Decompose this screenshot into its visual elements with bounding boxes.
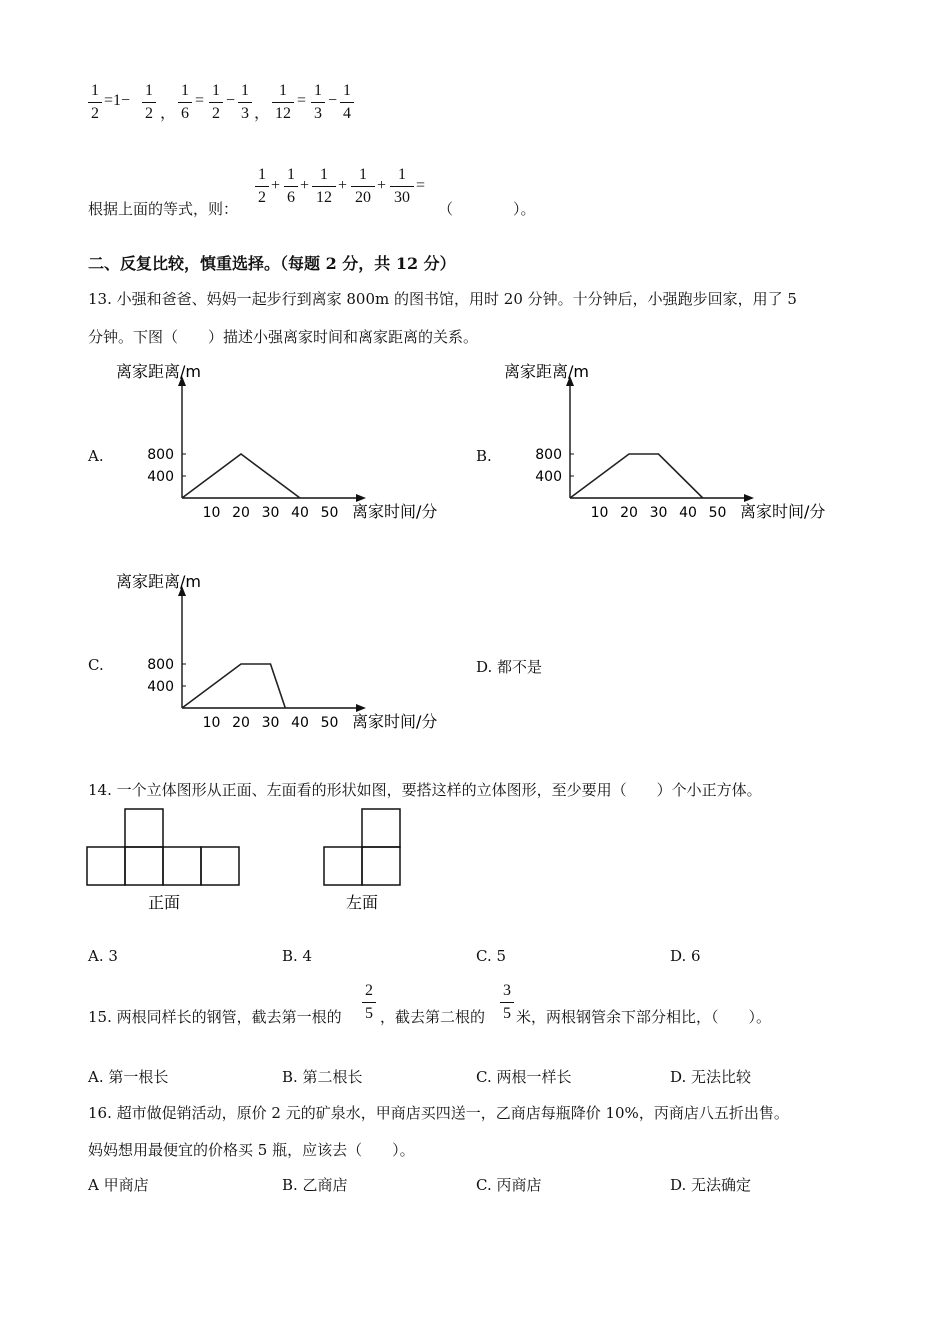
option-d-text: D. 都不是 [476,658,543,676]
q14-option-a: A. 3 [88,947,118,965]
q16-option-c: C. 丙商店 [476,1176,542,1194]
y-axis-title: 离家距离/m [504,362,589,381]
q14-text: 14. 一个立体图形从正面、左面看的形状如图，要搭这样的立体图形，至少要用（ ）个小正方体。 [88,781,762,799]
fraction: 1 20 [351,166,375,207]
y-tick-label: 800 [147,447,174,463]
x-tick-label: 20 [232,715,250,731]
x-tick-label: 50 [320,505,339,521]
y-axis-title: 离家距离/m [116,362,201,381]
q15-text-b: ，截去第二根的 [380,1008,486,1026]
fraction: 1 3 [311,82,325,123]
comma: ， [160,105,177,122]
x-tick-label: 10 [590,505,609,521]
fraction: 1 4 [340,82,354,123]
y-tick-label: 800 [535,447,562,463]
y-tick-label: 800 [147,657,174,673]
x-tick-label: 10 [202,505,221,521]
fraction: 1 12 [312,166,336,207]
q15-option-d: D. 无法比较 [670,1068,752,1086]
fraction: 1 2 [88,82,102,123]
q16-text-line1: 16. 超市做促销活动，原价 2 元的矿泉水，甲商店买四送一，乙商店每瓶降价 10%，丙商店八五折出售。 [88,1104,789,1122]
left-view-label: 左面 [345,893,379,912]
equals-sign: = [195,92,205,109]
fraction: 1 12 [272,82,294,123]
q14-option-b: B. 4 [282,947,313,965]
equals-sign: = [297,92,307,109]
equals-sign: = [416,177,426,194]
front-view-figure [86,806,246,918]
fraction: 1 2 [255,166,269,207]
equation-text: =1− [104,92,131,109]
q16-option-b: B. 乙商店 [282,1176,348,1194]
q15-option-b: B. 第二根长 [282,1068,363,1086]
x-axis-arrow [356,704,366,712]
fraction: 1 3 [238,82,252,123]
graph-option-b [498,358,838,528]
x-tick-label: 40 [679,505,697,521]
fraction: 1 2 [142,82,156,123]
answer-blank: （ ）。 [438,200,536,218]
graph-option-c [110,568,450,738]
x-axis-title: 离家时间/分 [352,502,438,521]
x-tick-label: 20 [620,505,638,521]
plus-sign: + [377,177,387,194]
plus-sign: + [338,177,348,194]
fraction: 1 2 [209,82,223,123]
fraction: 2 5 [362,982,376,1023]
plus-sign: + [271,177,281,194]
x-tick-label: 30 [649,505,668,521]
q12-prefix: 根据上面的等式，则： [88,200,239,218]
x-tick-label: 40 [291,505,309,521]
q13-text-line2: 分钟。下图（ ）描述小强离家时间和离家距离的关系。 [88,328,479,346]
x-tick-label: 30 [261,715,280,731]
x-axis-arrow [356,494,366,502]
graph-option-a [110,358,450,528]
x-axis-title: 离家时间/分 [740,502,826,521]
q15-text-a: 15. 两根同样长的钢管，截去第一根的 [88,1008,342,1026]
minus-sign: − [226,92,236,109]
x-tick-label: 50 [708,505,727,521]
option-a-label: A. [88,447,104,465]
option-c-label: C. [88,656,104,674]
q16-option-a: A 甲商店 [88,1176,149,1194]
front-view-label: 正面 [147,893,181,912]
comma: ， [254,105,271,122]
x-tick-label: 50 [320,715,339,731]
y-tick-label: 400 [147,679,174,695]
q14-option-d: D. 6 [670,947,701,965]
fraction: 1 30 [390,166,414,207]
x-axis-title: 离家时间/分 [352,712,438,731]
x-tick-label: 30 [261,505,280,521]
fraction: 3 5 [500,982,514,1023]
q16-text-line2: 妈妈想用最便宜的价格买 5 瓶，应该去（ ）。 [88,1141,415,1159]
y-tick-label: 400 [147,469,174,485]
fraction: 1 6 [178,82,192,123]
plus-sign: + [300,177,310,194]
q14-option-c: C. 5 [476,947,507,965]
q15-text-c: 米，两根钢管余下部分相比，（ ）。 [516,1008,772,1026]
x-tick-label: 10 [202,715,221,731]
x-axis-arrow [744,494,754,502]
q16-option-d: D. 无法确定 [670,1176,752,1194]
q13-text-line1: 13. 小强和爸爸、妈妈一起步行到离家 800m 的图书馆，用时 20 分钟。十分钟后，小强跑步回家，用了 5 [88,290,797,308]
fraction: 1 6 [284,166,298,207]
distance-line [182,454,300,498]
y-tick-label: 400 [535,469,562,485]
distance-line [570,454,703,498]
distance-line [182,664,285,708]
section-heading: 二、反复比较，慎重选择。（每题 2 分，共 12 分） [88,254,456,273]
x-tick-label: 20 [232,505,250,521]
y-axis-title: 离家距离/m [116,572,201,591]
q15-option-a: A. 第一根长 [88,1068,169,1086]
left-view-figure [322,806,412,918]
x-tick-label: 40 [291,715,309,731]
q15-option-c: C. 两根一样长 [476,1068,572,1086]
option-b-label: B. [476,447,492,465]
minus-sign: − [328,92,338,109]
